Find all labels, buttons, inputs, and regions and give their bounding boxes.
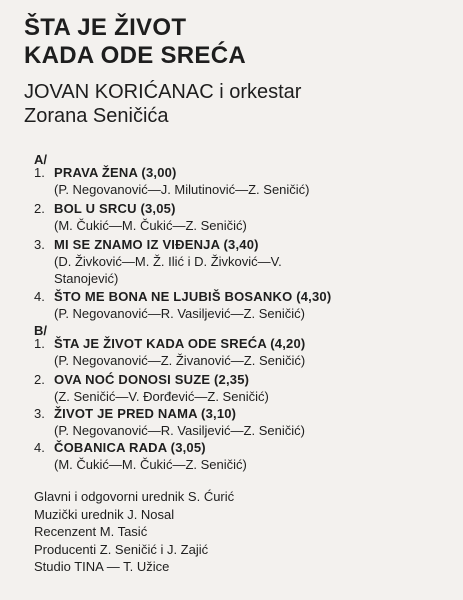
track-credits: (M. Čukić—M. Čukić—Z. Seničić) [54,457,247,472]
track-title: BOL U SRCU (3,05) [54,201,176,216]
artist-credit [24,80,301,128]
track-item [34,439,454,473]
track-title: PRAVA ŽENA (3,00) [54,165,177,180]
track-item [34,371,454,405]
track-credits: (P. Negovanović—Z. Živanović—Z. Seničić) [54,353,306,368]
track-number: 3. [34,237,45,252]
track-number: 1. [34,165,45,180]
credit-studio: Studio TINA — T. Užice [34,559,170,574]
track-item [34,335,454,369]
track-title: MI SE ZNAMO IZ VIĐENJA (3,40) [54,237,259,252]
track-title: ŠTA JE ŽIVOT KADA ODE SREĆA (4,20) [54,336,306,351]
production-credits [34,488,234,576]
track-number: 4. [34,440,45,455]
album-title [24,14,246,70]
credit-music-editor: Muzički urednik J. Nosal [34,506,175,522]
track-item [34,405,454,439]
artist-line-1: JOVAN KORIĆANAC i orkestar [24,81,302,103]
track-credits-continued: Stanojević) [54,271,119,286]
credit-producers: Producenti Z. Seničić i J. Zajić [34,541,209,557]
track-credits: (P. Negovanović—J. Milutinović—Z. Seničić) [54,182,310,197]
track-title: ŠTO ME BONA NE LJUBIŠ BOSANKO (4,30) [54,289,332,304]
track-item [34,164,454,198]
track-title: OVA NOĆ DONOSI SUZE (2,35) [54,372,250,387]
track-title: ČOBANICA RADA (3,05) [54,440,206,455]
album-title-line-1: ŠTA JE ŽIVOT [24,14,187,41]
track-credits: (P. Negovanović—R. Vasiljević—Z. Seničić) [54,423,305,438]
track-number: 4. [34,289,45,304]
side-a-label: A/ [34,152,47,167]
album-title-line-2: KADA ODE SREĆA [24,42,246,69]
track-number: 1. [34,336,45,351]
track-number: 2. [34,201,45,216]
track-title: ŽIVOT JE PRED NAMA (3,10) [54,406,237,421]
track-credits: (M. Čukić—M. Čukić—Z. Seničić) [54,218,247,233]
track-credits: (P. Negovanović—R. Vasiljević—Z. Seničić) [54,306,305,321]
track-item [34,236,454,287]
artist-line-2: Zorana Seničića [24,105,169,127]
track-number: 2. [34,372,45,387]
credit-editor-in-chief: Glavni i odgovorni urednik S. Ćurić [34,489,235,504]
track-number: 3. [34,406,45,421]
track-item [34,288,454,322]
track-item [34,200,454,234]
side-b-label: B/ [34,323,47,338]
credit-reviewer: Recenzent M. Tasić [34,524,148,539]
track-credits: (D. Živković—M. Ž. Ilić i D. Živković—V. [54,254,282,269]
track-credits: (Z. Seničić—V. Đorđević—Z. Seničić) [54,389,269,404]
